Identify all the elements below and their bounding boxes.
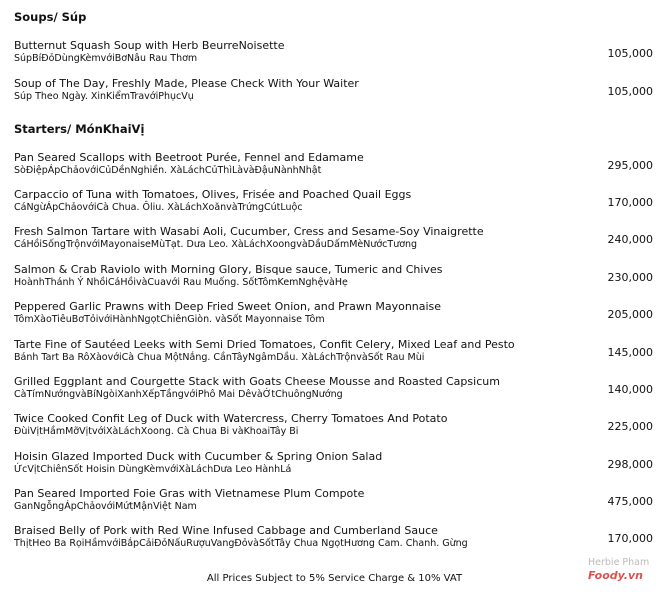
section-title-starters: Starters/ MónKhaiVị	[14, 122, 145, 136]
item-price: 170,000	[607, 532, 653, 545]
item-name-vi: CàTímNướngvàBíNgòiXanhXếpTầngvớiPhô Mai DêvàỚtChuôngNướng	[14, 389, 343, 400]
item-name-vi: Bánh Tart Ba RôXàovớiCà Chua MộtNắng. CầnTâyNgâmDầu. XàLáchTrộnvàSốt Rau Mùi	[14, 352, 425, 363]
item-name-vi: GanNgỗngÁpChảovớiMứtMậnViệt Nam	[14, 501, 197, 512]
item-price: 105,000	[607, 85, 653, 98]
menu-item	[14, 524, 653, 554]
item-name-vi: TômXàoTiêuBơTỏivớiHànhNgọtChiênGiòn. vàSốt Mayonnaise Tôm	[14, 314, 325, 325]
item-price: 230,000	[607, 271, 653, 284]
item-price: 205,000	[607, 308, 653, 321]
item-name: Hoisin Glazed Imported Duck with Cucumber & Spring Onion Salad	[14, 450, 383, 463]
item-price: 295,000	[607, 159, 653, 172]
menu-item	[14, 77, 653, 107]
item-name-vi: ỨcVịtChiênSốt Hoisin DùngKèmvớiXàLáchDưa Leo HànhLá	[14, 464, 292, 475]
item-price: 145,000	[607, 346, 653, 359]
item-price: 298,000	[607, 458, 653, 471]
item-name: Tarte Fine of Sautéed Leeks with Semi Dried Tomatoes, Confit Celery, Mixed Leaf and Pesto	[14, 338, 515, 351]
menu-item	[14, 412, 653, 442]
menu-item	[14, 263, 653, 293]
item-name: Braised Belly of Pork with Red Wine Infused Cabbage and Cumberland Sauce	[14, 524, 438, 537]
item-name: Twice Cooked Confit Leg of Duck with Watercress, Cherry Tomatoes And Potato	[14, 412, 448, 425]
item-price: 475,000	[607, 495, 653, 508]
item-name: Fresh Salmon Tartare with Wasabi Aoli, Cucumber, Cress and Sesame-Soy Vinaigrette	[14, 225, 484, 238]
item-name: Grilled Eggplant and Courgette Stack with Goats Cheese Mousse and Roasted Capsicum	[14, 375, 500, 388]
menu-item	[14, 450, 653, 480]
section-title-soups: Soups/ Súp	[14, 10, 87, 24]
item-name-vi: HoànhThánh Ý NhồiCáHồivàCuavới Rau Muống. SốtTômKemNghệvàHẹ	[14, 277, 348, 288]
item-name-vi: SúpBíĐỏDùngKèmvớiBơNâu Rau Thơm	[14, 53, 198, 64]
item-price: 140,000	[607, 383, 653, 396]
item-name-vi: CáHồiSốngTrộnvớiMayonaiseMùTạt. Dưa Leo. XàLáchXoongvàDầuDấmMèNướcTương	[14, 239, 418, 250]
menu-item	[14, 338, 653, 368]
menu-item	[14, 225, 653, 255]
menu-item	[14, 151, 653, 181]
item-price: 225,000	[607, 420, 653, 433]
menu-item	[14, 375, 653, 405]
watermark	[588, 556, 658, 582]
item-name-vi: Súp Theo Ngày. XinKiểmTravớiPhụcVụ	[14, 91, 194, 102]
item-price: 170,000	[607, 196, 653, 209]
item-name-vi: SòĐiệpÁpChảovớiCủDềnNghiền. XàLáchCủThìLàvàĐậuNànhNhật	[14, 165, 322, 176]
item-name: Butternut Squash Soup with Herb BeurreNoisette	[14, 39, 285, 52]
item-name: Peppered Garlic Prawns with Deep Fried Sweet Onion, and Prawn Mayonnaise	[14, 300, 442, 313]
item-name-vi: CáNgừÁpChảovớiCà Chua. Ôliu. XàLáchXoănvàTrứngCútLuộc	[14, 202, 303, 213]
item-price: 240,000	[607, 233, 653, 246]
item-name-vi: ĐùiVịtHầmMỡVịtvớiXàLáchXoong. Cà Chua Bi vàKhoaiTây Bi	[14, 426, 299, 437]
watermark-brand: Foody.vn	[588, 569, 643, 582]
footer-note: All Prices Subject to 5% Service Charge & 10% VAT	[206, 573, 463, 584]
menu-item	[14, 300, 653, 330]
menu-item	[14, 487, 653, 517]
item-name: Soup of The Day, Freshly Made, Please Check With Your Waiter	[14, 77, 359, 90]
item-price: 105,000	[607, 47, 653, 60]
item-name: Carpaccio of Tuna with Tomatoes, Olives, Frisée and Poached Quail Eggs	[14, 188, 412, 201]
item-name-vi: ThịtHeo Ba RọiHầmvớiBắpCảiĐỏNấuRượuVangĐỏvàSốtTây Chua NgọtHương Cam. Chanh. Gừng	[14, 538, 468, 549]
item-name: Pan Seared Scallops with Beetroot Purée, Fennel and Edamame	[14, 151, 364, 164]
menu-item	[14, 188, 653, 218]
item-name: Salmon & Crab Raviolo with Morning Glory, Bisque sauce, Tumeric and Chives	[14, 263, 443, 276]
menu-item	[14, 39, 653, 69]
watermark-author: Herbie Pham	[588, 557, 650, 568]
item-name: Pan Seared Imported Foie Gras with Vietnamese Plum Compote	[14, 487, 365, 500]
